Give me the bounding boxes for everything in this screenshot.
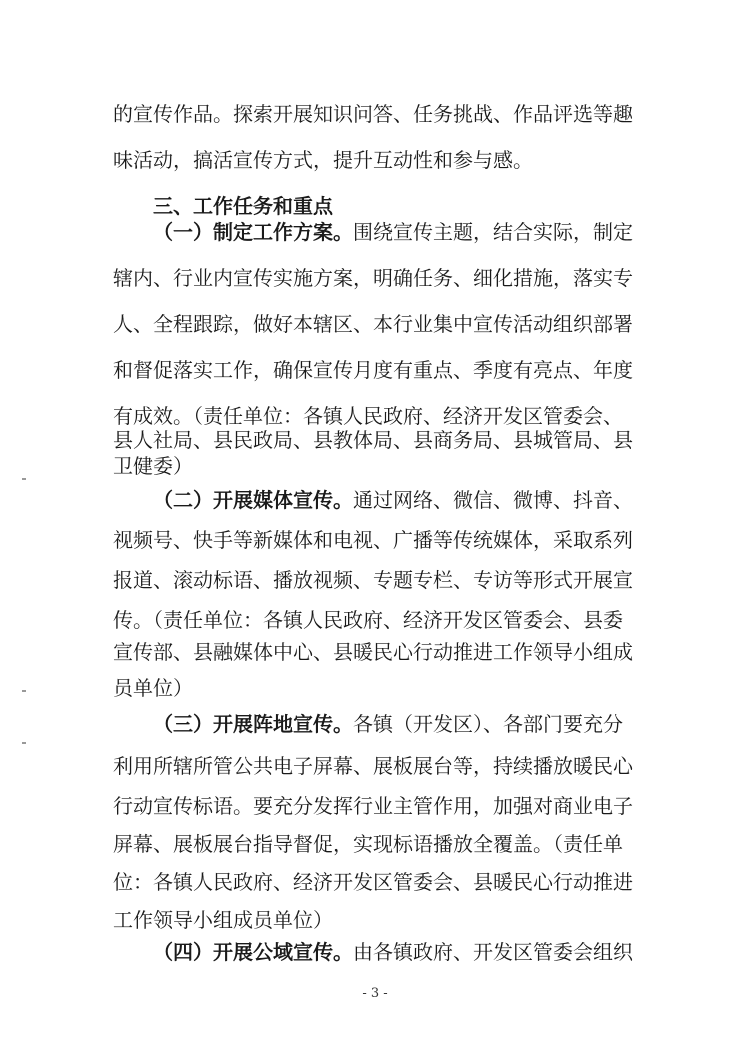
paragraph-3-line-1 bbox=[153, 702, 750, 746]
paragraph-1-line-2: 辖内、行业内宣传实施方案，明确任务、细化措施，落实专 bbox=[113, 266, 633, 290]
paragraph-3-line-6: 工作领导小组成员单位） bbox=[113, 908, 333, 932]
paragraph-2-line-1 bbox=[153, 478, 750, 522]
paragraph-1-line-7: 卫健委） bbox=[113, 454, 193, 478]
body-line-2: 味活动，搞活宣传方式，提升互动性和参与感。 bbox=[113, 148, 533, 172]
binding-mark bbox=[22, 742, 26, 744]
paragraph-1-line-1 bbox=[153, 210, 750, 254]
section-heading: 三、工作任务和重点 bbox=[153, 194, 333, 218]
paragraph-2-lead-text: 通过网络、微信、微博、抖音、 bbox=[353, 488, 633, 512]
paragraph-2-line-3: 报道、滚动标语、播放视频、专题专栏、专访等形式开展宣 bbox=[113, 568, 633, 592]
paragraph-2-line-6: 员单位） bbox=[113, 676, 193, 700]
paragraph-3-line-4: 屏幕、展板展台指导督促，实现标语播放全覆盖。（责任单 bbox=[113, 832, 623, 856]
paragraph-4-line-1 bbox=[153, 930, 750, 974]
body-line-1: 的宣传作品。探索开展知识问答、任务挑战、作品评选等趣 bbox=[113, 102, 633, 126]
binding-mark bbox=[22, 690, 26, 692]
paragraph-3-line-3: 行动宣传标语。要充分发挥行业主管作用，加强对商业电子 bbox=[113, 794, 633, 818]
binding-mark bbox=[22, 478, 26, 480]
paragraph-1-line-4: 和督促落实工作，确保宣传月度有重点、季度有亮点、年度 bbox=[113, 358, 633, 382]
paragraph-1-line-6: 县人社局、县民政局、县教体局、县商务局、县城管局、县 bbox=[113, 428, 633, 452]
paragraph-3-heading: （三）开展阵地宣传。 bbox=[153, 712, 353, 736]
paragraph-1-heading: （一）制定工作方案。 bbox=[153, 220, 353, 244]
paragraph-1-line-3: 人、全程跟踪，做好本辖区、本行业集中宣传活动组织部署 bbox=[113, 312, 633, 336]
paragraph-1-line-5: 有成效。（责任单位：各镇人民政府、经济开发区管委会、 bbox=[113, 404, 623, 428]
paragraph-2-line-4: 传。（责任单位：各镇人民政府、经济开发区管委会、县委 bbox=[113, 608, 623, 632]
paragraph-2-line-5: 宣传部、县融媒体中心、县暖民心行动推进工作领导小组成 bbox=[113, 640, 633, 664]
paragraph-3-line-2: 利用所辖所管公共电子屏幕、展板展台等，持续播放暖民心 bbox=[113, 754, 633, 778]
paragraph-1-lead-text: 围绕宣传主题，结合实际，制定 bbox=[353, 220, 633, 244]
paragraph-3-lead-text: 各镇（开发区）、各部门要充分 bbox=[353, 712, 623, 736]
paragraph-2-heading: （二）开展媒体宣传。 bbox=[153, 488, 353, 512]
page-number: - 3 - bbox=[362, 986, 388, 1001]
paragraph-3-line-5: 位：各镇人民政府、经济开发区管委会、县暖民心行动推进 bbox=[113, 870, 633, 894]
paragraph-4-heading: （四）开展公域宣传。 bbox=[153, 940, 353, 964]
paragraph-4-lead-text: 由各镇政府、开发区管委会组织 bbox=[353, 940, 633, 964]
paragraph-2-line-2: 视频号、快手等新媒体和电视、广播等传统媒体，采取系列 bbox=[113, 528, 633, 552]
